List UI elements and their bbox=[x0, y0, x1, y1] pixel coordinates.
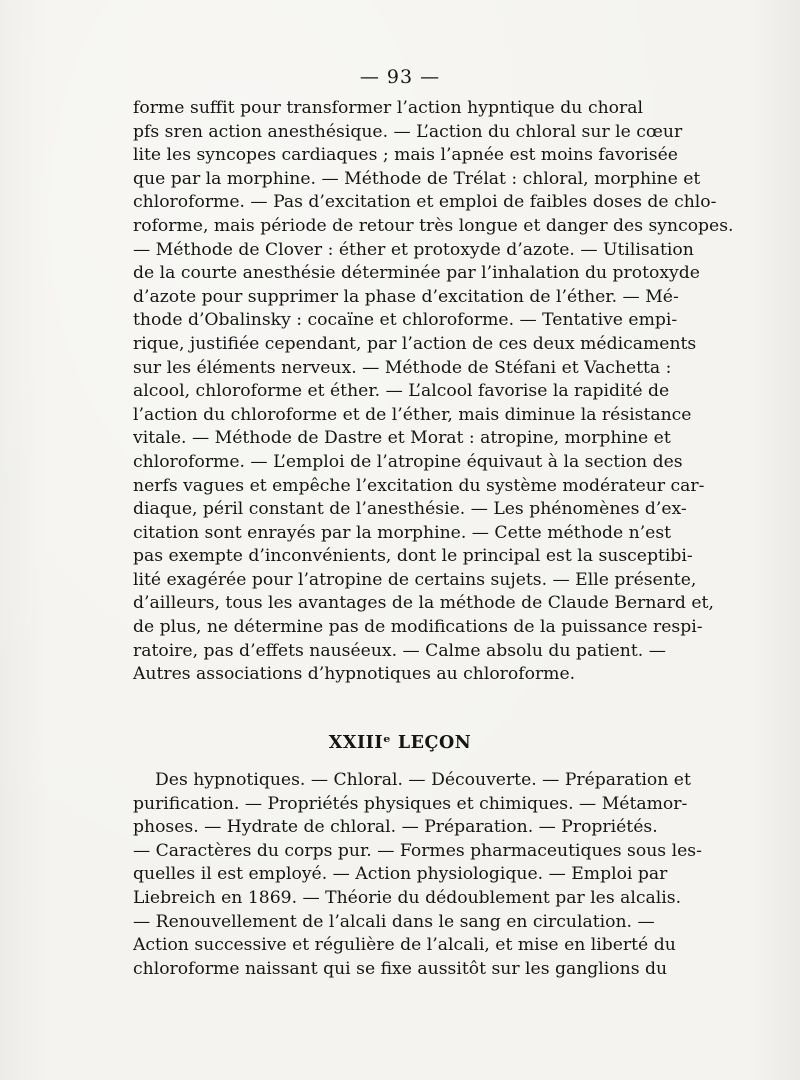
lesson-summary-paragraph bbox=[133, 769, 702, 981]
text-line: chloroforme. — L’emploi de l’atropine équivaut à la section des bbox=[133, 451, 683, 472]
text-line: lité exagérée pour l’atropine de certains sujets. — Elle présente, bbox=[133, 569, 697, 590]
text-line: — Méthode de Clover : éther et protoxyde d’azote. — Utilisation bbox=[133, 239, 694, 260]
text-line: thode d’Obalinsky : cocaïne et chloroforme. — Tentative empi- bbox=[133, 310, 678, 331]
text-line: sur les éléments nerveux. — Méthode de Stéfani et Vachetta : bbox=[133, 357, 672, 378]
text-line: Liebreich en 1869. — Théorie du dédoublement par les alcalis. bbox=[133, 887, 682, 908]
text-line: d’ailleurs, tous les avantages de la méthode de Claude Bernard et, bbox=[133, 593, 714, 614]
text-line: — Renouvellement de l’alcali dans le sang en circulation. — bbox=[133, 911, 655, 932]
text-line: de la courte anesthésie déterminée par l’inhalation du protoxyde bbox=[133, 263, 700, 284]
text-line: pas exempte d’inconvénients, dont le principal est la susceptibi- bbox=[133, 546, 693, 567]
text-line: vitale. — Méthode de Dastre et Morat : atropine, morphine et bbox=[133, 428, 671, 449]
text-line: lite les syncopes cardiaques ; mais l’apnée est moins favorisée bbox=[133, 145, 678, 166]
summary-paragraph-continued bbox=[133, 97, 734, 687]
text-line: rique, justifiée cependant, par l’action de ces deux médicaments bbox=[133, 333, 697, 354]
text-line: ratoire, pas d’effets nauséeux. — Calme absolu du patient. — bbox=[133, 640, 666, 661]
text-line: quelles il est employé. — Action physiologique. — Emploi par bbox=[133, 864, 668, 885]
text-line: pfs sren action anesthésique. — L’action du chloral sur le cœur bbox=[133, 121, 683, 142]
text-line: de plus, ne détermine pas de modifications de la puissance respi- bbox=[133, 617, 703, 638]
text-line: Autres associations d’hypnotiques au chloroforme. bbox=[133, 664, 576, 685]
text-line: Action successive et régulière de l’alcali, et mise en liberté du bbox=[133, 935, 676, 956]
text-line: phoses. — Hydrate de chloral. — Préparation. — Propriétés. bbox=[133, 817, 658, 838]
text-line: — Caractères du corps pur. — Formes pharmaceutiques sous les- bbox=[133, 840, 702, 861]
text-line: l’action du chloroforme et de l’éther, mais diminue la résistance bbox=[133, 404, 692, 425]
text-line: roforme, mais période de retour très longue et danger des syncopes. bbox=[133, 215, 734, 236]
text-line: chloroforme naissant qui se fixe aussitôt sur les ganglions du bbox=[133, 958, 668, 979]
text-line: nerfs vagues et empêche l’excitation du système modérateur car- bbox=[133, 475, 705, 496]
text-line: forme suffit pour transformer l’action hypntique du choral bbox=[133, 98, 643, 118]
lesson-heading: XXIIIᵉ LEÇON bbox=[328, 733, 472, 753]
text-line: que par la morphine. — Méthode de Trélat : chloral, morphine et bbox=[133, 168, 701, 189]
text-line: alcool, chloroforme et éther. — L’alcool favorise la rapidité de bbox=[133, 381, 670, 402]
text-line: citation sont enrayés par la morphine. — Cette méthode n’est bbox=[133, 522, 672, 543]
text-line: Des hypnotiques. — Chloral. — Découverte. — Préparation et bbox=[155, 770, 691, 790]
text-line: chloroforme. — Pas d’excitation et emploi de faibles doses de chlo- bbox=[133, 192, 717, 213]
page-number: — 93 — bbox=[359, 66, 441, 88]
text-line: d’azote pour supprimer la phase d’excitation de l’éther. — Mé- bbox=[133, 286, 679, 307]
text-line: diaque, péril constant de l’anesthésie. — Les phénomènes d’ex- bbox=[133, 499, 687, 520]
text-line: purification. — Propriétés physiques et chimiques. — Métamor- bbox=[133, 793, 688, 814]
